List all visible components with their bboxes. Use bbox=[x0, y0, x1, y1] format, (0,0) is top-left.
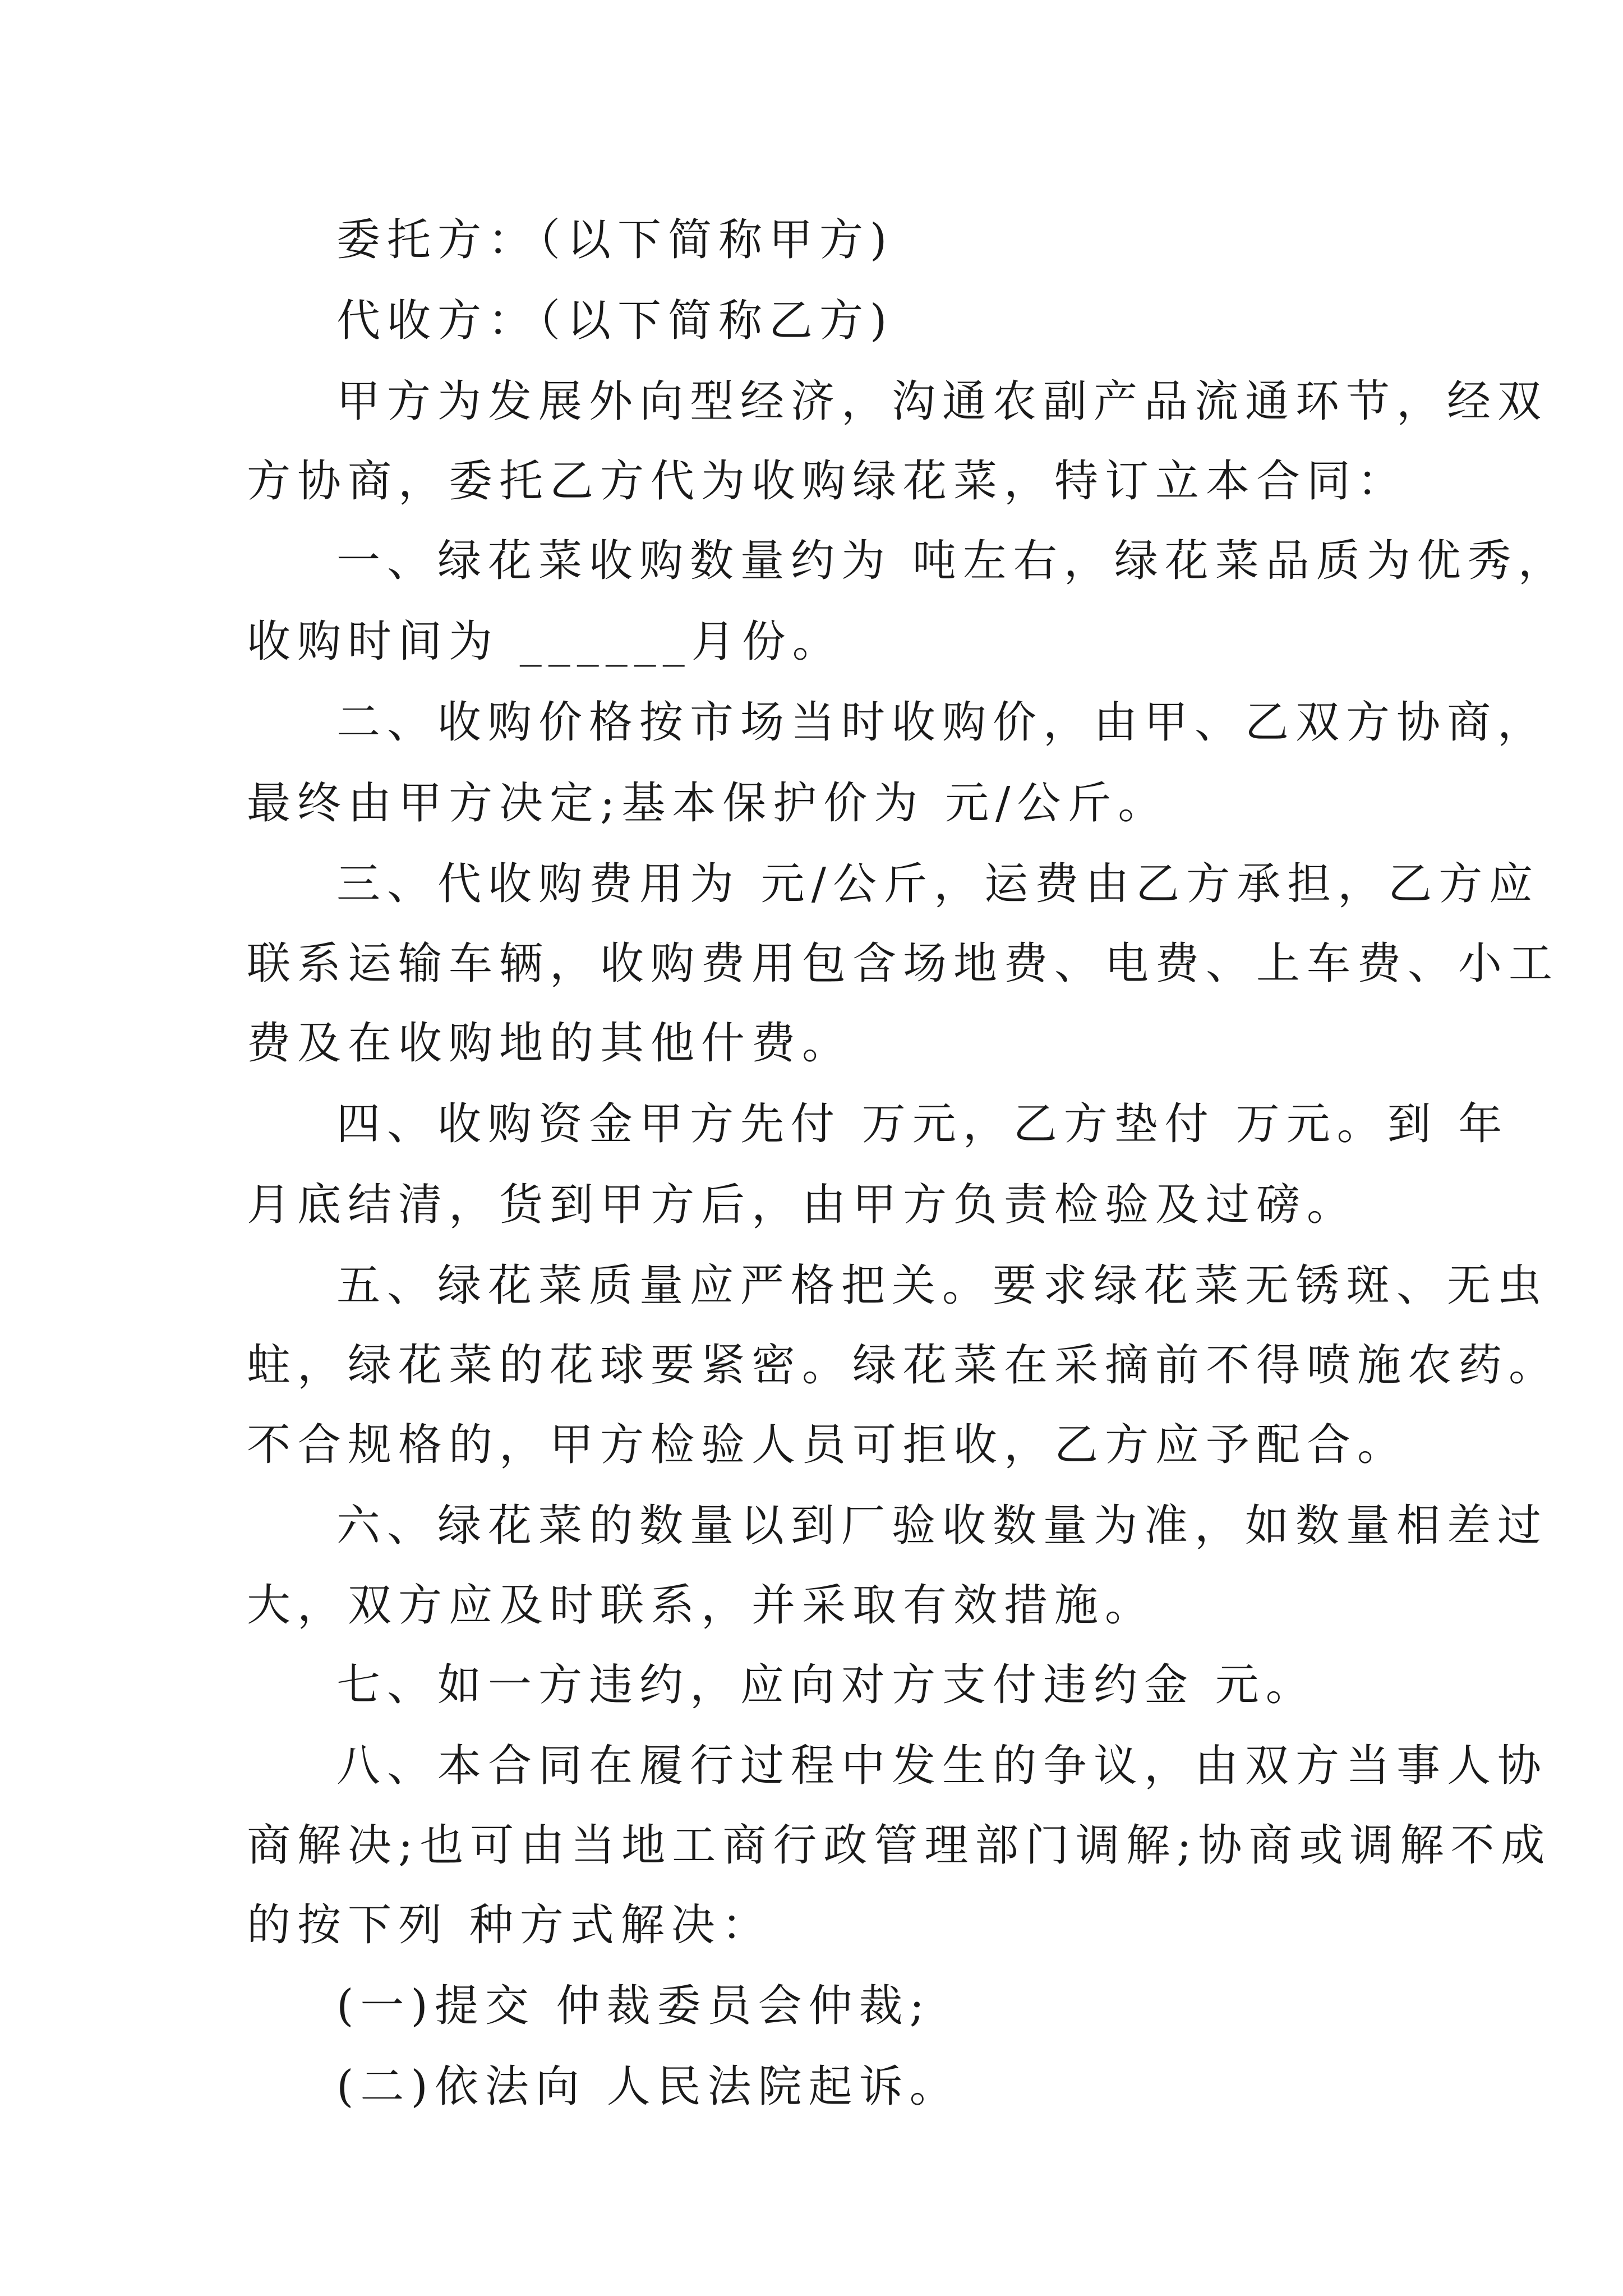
contract-text-line: 委托方：（以下简称甲方) bbox=[336, 215, 894, 265]
contract-text-line: 二、收购价格按市场当时收购价，由甲、乙双方协商， bbox=[336, 697, 1548, 748]
contract-text-line: 商解决;也可由当地工商行政管理部门调解;协商或调解不成 bbox=[247, 1820, 1552, 1871]
contract-text-line: 蛀，绿花菜的花球要紧密。绿花菜在采摘前不得喷施农药。 bbox=[247, 1340, 1560, 1391]
contract-text-line: 三、代收购费用为 元/公斤，运费由乙方承担，乙方应 bbox=[336, 859, 1540, 909]
contract-text-line: 最终由甲方决定;基本保护价为 元/公斤。 bbox=[247, 778, 1169, 829]
contract-text-line: 收购时间为 ______月份。 bbox=[247, 616, 843, 667]
contract-text-line: 费及在收购地的其他什费。 bbox=[247, 1018, 853, 1069]
contract-text-line: 代收方：（以下简称乙方) bbox=[336, 296, 894, 346]
contract-text-line: (二)依法向 人民法院起诉。 bbox=[336, 2062, 960, 2112]
contract-text-line: 方协商，委托乙方代为收购绿花菜，特订立本合同： bbox=[247, 456, 1408, 507]
contract-text-line: (一)提交 仲裁委员会仲裁; bbox=[336, 1981, 931, 2031]
contract-text-line: 五、绿花菜质量应严格把关。要求绿花菜无锈斑、无虫 bbox=[336, 1260, 1548, 1311]
contract-text-line: 六、绿花菜的数量以到厂验收数量为准，如数量相差过 bbox=[336, 1501, 1548, 1551]
contract-text-line: 月底结清，货到甲方后，由甲方负责检验及过磅。 bbox=[247, 1180, 1358, 1230]
contract-text-line: 联系运输车辆，收购费用包含场地费、电费、上车费、小工 bbox=[247, 938, 1560, 989]
contract-text-line: 四、收购资金甲方先付 万元，乙方垫付 万元。到 年 bbox=[336, 1099, 1509, 1149]
contract-text-line: 不合规格的，甲方检验人员可拒收，乙方应予配合。 bbox=[247, 1420, 1408, 1470]
contract-text-line: 的按下列 种方式解决： bbox=[247, 1900, 772, 1950]
contract-text-line: 大，双方应及时联系，并采取有效措施。 bbox=[247, 1580, 1156, 1631]
contract-text-line: 一、绿花菜收购数量约为 吨左右，绿花菜品质为优秀， bbox=[336, 536, 1569, 586]
contract-text-line: 八、本合同在履行过程中发生的争议，由双方当事人协 bbox=[336, 1741, 1548, 1791]
contract-text-line: 七、如一方违约，应向对方支付违约金 元。 bbox=[336, 1660, 1316, 1710]
contract-text-line: 甲方为发展外向型经济，沟通农副产品流通环节，经双 bbox=[336, 376, 1548, 427]
